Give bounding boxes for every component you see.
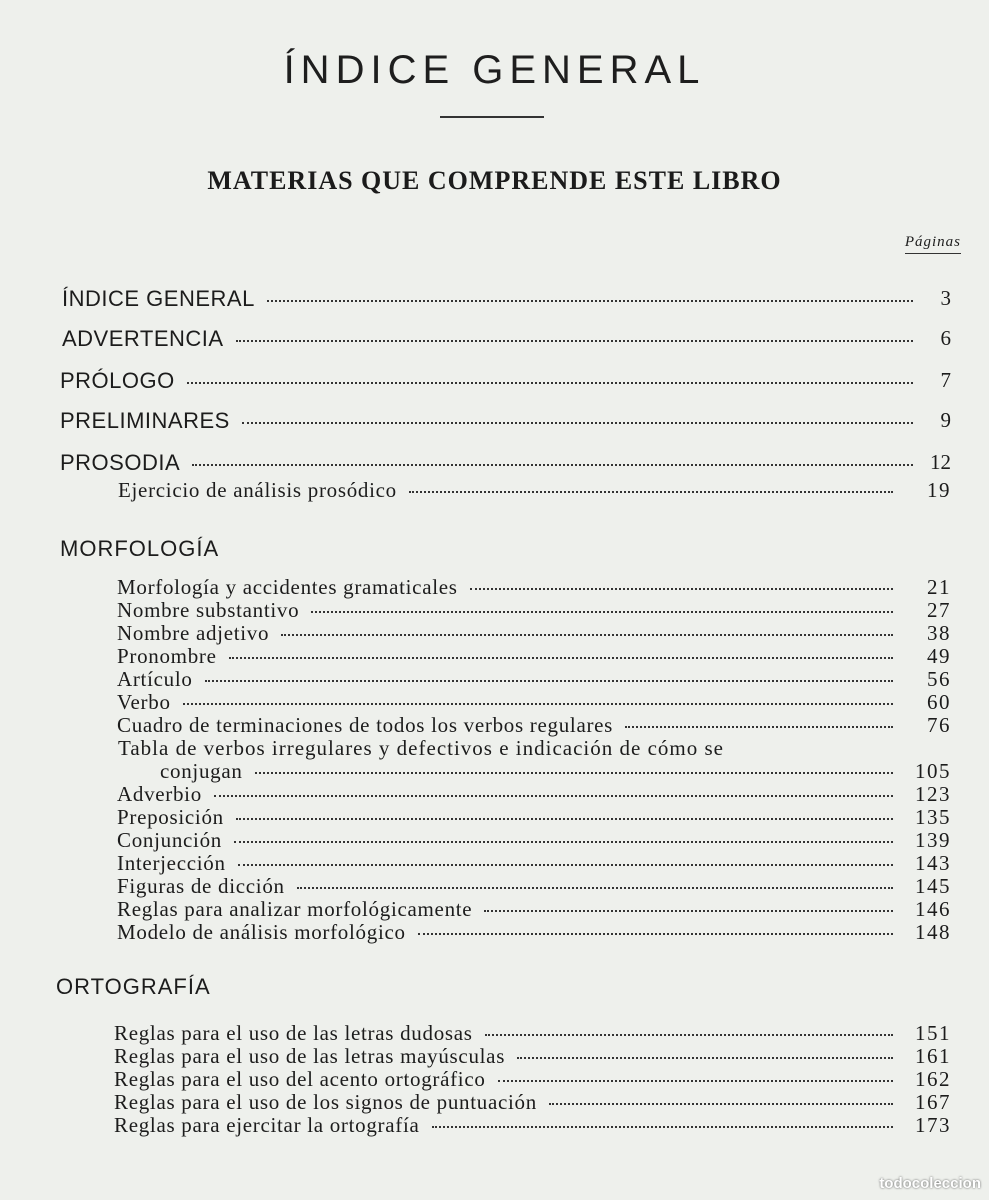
toc-entry-page: 38 bbox=[927, 621, 951, 645]
dot-leader bbox=[432, 1126, 893, 1128]
toc-entry-page: 167 bbox=[915, 1090, 951, 1114]
toc-entry-label: Figuras de dicción bbox=[117, 874, 285, 898]
toc-entry-page: 123 bbox=[915, 782, 951, 806]
title-divider bbox=[440, 116, 544, 118]
dot-leader bbox=[242, 422, 913, 424]
toc-entry-label: Conjunción bbox=[117, 828, 222, 852]
toc-entry-page: 27 bbox=[927, 598, 951, 622]
toc-subentry-prosodia bbox=[118, 478, 951, 503]
dot-leader bbox=[485, 1034, 893, 1036]
dot-leader bbox=[498, 1080, 893, 1082]
toc-entry-label: Pronombre bbox=[117, 644, 217, 668]
toc-entry-page: 76 bbox=[927, 713, 951, 737]
toc-subentry bbox=[117, 621, 951, 646]
dot-leader bbox=[549, 1103, 893, 1105]
toc-entry-page: 9 bbox=[940, 408, 951, 432]
toc-entry-label: Reglas para el uso de los signos de puntuación bbox=[114, 1090, 537, 1114]
toc-entry-page: 145 bbox=[915, 874, 951, 898]
toc-subentry bbox=[117, 828, 951, 853]
toc-subentry-line: Tabla de verbos irregulares y defectivos e indicación de cómo se bbox=[118, 736, 724, 760]
toc-entry-page: 56 bbox=[927, 667, 951, 691]
toc-subentry bbox=[117, 598, 951, 623]
toc-entry-label: Reglas para el uso de las letras dudosas bbox=[114, 1021, 473, 1045]
toc-entry-label: Preposición bbox=[117, 805, 224, 829]
toc-subentry bbox=[160, 759, 951, 784]
dot-leader bbox=[236, 340, 913, 342]
page-title: ÍNDICE GENERAL bbox=[283, 48, 706, 92]
toc-subentry bbox=[117, 920, 951, 945]
toc-entry-label: Verbo bbox=[117, 690, 171, 714]
dot-leader bbox=[192, 464, 913, 466]
toc-entry-label: Reglas para analizar morfológicamente bbox=[117, 897, 473, 921]
toc-entry-page: 146 bbox=[915, 897, 951, 921]
pages-column-label: Páginas bbox=[905, 234, 961, 254]
dot-leader bbox=[214, 795, 893, 797]
toc-subentry bbox=[117, 713, 951, 738]
toc-subentry bbox=[117, 851, 951, 876]
toc-subentry bbox=[117, 805, 951, 830]
toc-entry-label: Modelo de análisis morfológico bbox=[117, 920, 406, 944]
dot-leader bbox=[409, 491, 893, 493]
dot-leader bbox=[484, 910, 893, 912]
toc-entry-prosodia bbox=[60, 450, 951, 476]
toc-entry-label: PROSODIA bbox=[60, 450, 181, 475]
toc-entry-prologo bbox=[60, 368, 951, 394]
dot-leader bbox=[234, 841, 893, 843]
toc-entry-label: PRÓLOGO bbox=[60, 368, 175, 393]
toc-entry-label: ADVERTENCIA bbox=[62, 326, 224, 351]
toc-entry-page: 60 bbox=[927, 690, 951, 714]
page-subtitle: MATERIAS QUE COMPRENDE ESTE LIBRO bbox=[207, 166, 782, 195]
toc-entry-label: Interjección bbox=[117, 851, 226, 875]
toc-subentry bbox=[117, 782, 951, 807]
toc-entry-indice bbox=[62, 286, 951, 312]
toc-entry-label: Reglas para ejercitar la ortografía bbox=[114, 1113, 420, 1137]
toc-entry-page: 143 bbox=[915, 851, 951, 875]
toc-entry-label: Nombre adjetivo bbox=[117, 621, 270, 645]
toc-subentry bbox=[114, 1113, 951, 1138]
dot-leader bbox=[470, 588, 893, 590]
toc-subentry bbox=[117, 690, 951, 715]
toc-entry-page: 151 bbox=[915, 1021, 951, 1045]
toc-entry-page: 7 bbox=[940, 368, 951, 392]
dot-leader bbox=[183, 703, 893, 705]
toc-entry-page: 105 bbox=[915, 759, 951, 783]
dot-leader bbox=[297, 887, 893, 889]
toc-entry-page: 6 bbox=[940, 326, 951, 350]
toc-subentry bbox=[117, 644, 951, 669]
section-heading-morfologia: MORFOLOGÍA bbox=[60, 536, 220, 561]
dot-leader bbox=[281, 634, 893, 636]
toc-entry-label: Reglas para el uso del acento ortográfico bbox=[114, 1067, 486, 1091]
toc-entry-label: Cuadro de terminaciones de todos los verbos regulares bbox=[117, 713, 614, 737]
dot-leader bbox=[418, 933, 893, 935]
dot-leader bbox=[229, 657, 893, 659]
toc-subentry bbox=[117, 575, 951, 600]
toc-entry-page: 161 bbox=[915, 1044, 951, 1068]
toc-entry-page: 148 bbox=[915, 920, 951, 944]
toc-subentry bbox=[117, 667, 951, 692]
toc-entry-page: 21 bbox=[927, 575, 951, 599]
watermark: todocoleccion bbox=[879, 1175, 981, 1192]
dot-leader bbox=[205, 680, 893, 682]
toc-entry-label: Morfología y accidentes gramaticales bbox=[117, 575, 458, 599]
toc-entry-preliminares bbox=[60, 408, 951, 434]
toc-entry-label: PRELIMINARES bbox=[60, 408, 230, 433]
toc-subentry bbox=[117, 874, 951, 899]
toc-entry-page: 19 bbox=[927, 478, 951, 502]
dot-leader bbox=[267, 300, 913, 302]
dot-leader bbox=[311, 611, 893, 613]
dot-leader bbox=[255, 772, 893, 774]
dot-leader bbox=[236, 818, 893, 820]
toc-entry-page: 173 bbox=[915, 1113, 951, 1137]
toc-entry-page: 135 bbox=[915, 805, 951, 829]
toc-entry-label: Artículo bbox=[117, 667, 193, 691]
toc-entry-page: 162 bbox=[915, 1067, 951, 1091]
toc-entry-label: Nombre substantivo bbox=[117, 598, 300, 622]
dot-leader bbox=[238, 864, 893, 866]
toc-entry-label: ÍNDICE GENERAL bbox=[62, 286, 255, 311]
toc-entry-advertencia bbox=[62, 326, 951, 352]
dot-leader bbox=[625, 726, 893, 728]
toc-subentry bbox=[117, 897, 951, 922]
toc-entry-page: 49 bbox=[927, 644, 951, 668]
toc-subentry bbox=[114, 1067, 951, 1092]
toc-entry-page: 139 bbox=[915, 828, 951, 852]
dot-leader bbox=[187, 382, 913, 384]
toc-subentry bbox=[114, 1090, 951, 1115]
toc-subentry bbox=[114, 1021, 951, 1046]
toc-entry-page: 12 bbox=[930, 450, 951, 474]
dot-leader bbox=[517, 1057, 893, 1059]
toc-entry-label: Adverbio bbox=[117, 782, 202, 806]
toc-entry-page: 3 bbox=[940, 286, 951, 310]
toc-entry-label: conjugan bbox=[160, 759, 243, 783]
toc-subentry bbox=[114, 1044, 951, 1069]
toc-entry-label: Ejercicio de análisis prosódico bbox=[118, 478, 397, 502]
toc-entry-label: Reglas para el uso de las letras mayúsculas bbox=[114, 1044, 506, 1068]
section-heading-ortografia: ORTOGRAFÍA bbox=[56, 974, 211, 999]
